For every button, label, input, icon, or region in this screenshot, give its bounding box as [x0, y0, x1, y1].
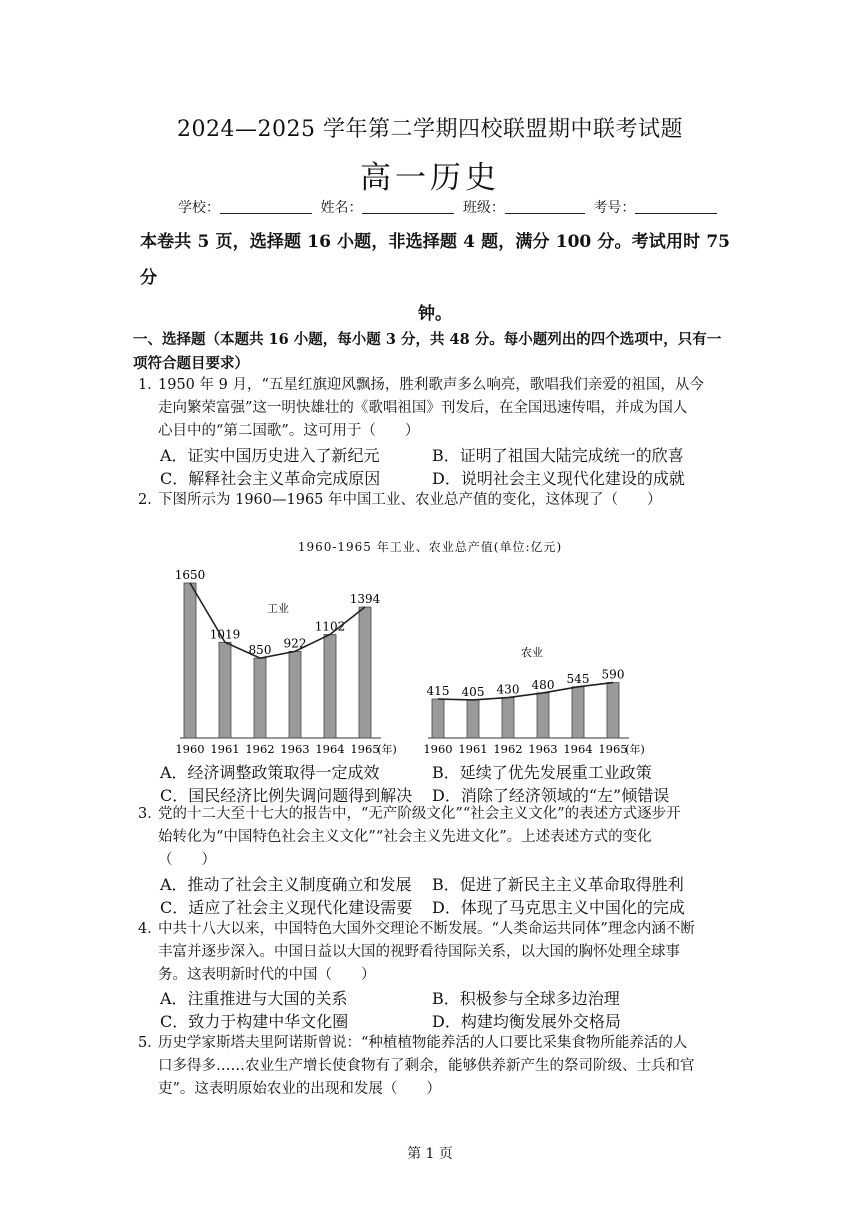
bar-industry-1964 [324, 634, 336, 738]
chart-canvas [170, 538, 690, 760]
tick-label-industry-1964: 1964 [315, 742, 345, 756]
school-blank[interactable] [220, 199, 312, 214]
option-c[interactable]: C．致力于构建中华文化圈 [160, 1012, 349, 1031]
question-text: 心目中的“第二国歌”。这可用于（ ） [158, 423, 420, 439]
data-label-industry-1962: 850 [248, 643, 272, 658]
question-text: 口多得多……农业生产增长使食物有了剩余，能够供养新产生的祭司阶级、士兵和官 [158, 1058, 695, 1074]
data-label-industry-1963: 922 [283, 636, 307, 651]
option-a[interactable]: A．证实中国历史进入了新纪元 [160, 446, 380, 465]
bar-industry-1960 [184, 583, 196, 738]
exam-number-label: 考号： [593, 200, 636, 216]
series-name-agriculture: 农业 [521, 646, 543, 659]
data-label-industry-1961: 1019 [209, 627, 241, 642]
question-4 [138, 918, 728, 987]
data-label-industry-1965: 1394 [349, 592, 381, 607]
bar-industry-1961 [219, 642, 231, 738]
name-label: 姓名： [320, 200, 363, 216]
option-b[interactable]: B．积极参与全球多边治理 [432, 989, 620, 1008]
data-label-agriculture-1962: 430 [496, 682, 520, 697]
tick-label-industry-1965: 1965 [350, 742, 380, 756]
tick-label-industry-1962: 1962 [245, 742, 275, 756]
option-b[interactable]: B．促进了新民主主义革命取得胜利 [432, 875, 684, 894]
question-1 [138, 374, 728, 443]
bar-industry-1962 [254, 658, 266, 738]
option-d[interactable]: D．构建均衡发展外交格局 [432, 1012, 621, 1031]
question-text: 下图所示为 1960—1965 年中国工业、农业总产值的变化，这体现了（ ） [158, 492, 662, 508]
output-value-chart [170, 538, 690, 760]
tick-label-industry-1961: 1961 [210, 742, 240, 756]
school-label: 学校： [178, 200, 220, 216]
question-5 [138, 1032, 728, 1101]
subject-title: 高一历史 [360, 160, 500, 196]
bar-industry-1965 [359, 607, 371, 738]
data-label-agriculture-1960: 415 [426, 684, 450, 699]
chart-title: 1960-1965 年工业、农业总产值(单位:亿元) [297, 540, 563, 554]
bar-agriculture-1960 [432, 699, 444, 738]
data-label-industry-1960: 1650 [174, 568, 206, 582]
option-c[interactable]: C．解释社会主义革命完成原因 [160, 469, 381, 488]
x-unit-label-agriculture: (年) [625, 743, 645, 756]
question-text: （ ） [158, 852, 216, 868]
bar-industry-1963 [289, 651, 301, 738]
bar-agriculture-1961 [467, 700, 479, 738]
series-name-industry: 工业 [267, 602, 289, 615]
data-label-agriculture-1965: 590 [601, 667, 625, 682]
bar-agriculture-1964 [572, 687, 584, 738]
class-label: 班级： [462, 200, 505, 216]
exam-number-blank[interactable] [635, 199, 717, 214]
question-number: 3． [138, 806, 162, 822]
option-c[interactable]: C．适应了社会主义现代化建设需要 [160, 898, 413, 917]
tick-label-agriculture-1964: 1964 [563, 742, 593, 756]
question-text: 始转化为“中国特色社会主义文化”“社会主义先进文化”。上述表述方式的变化 [158, 829, 652, 845]
question-number: 2． [138, 492, 162, 508]
section-heading [133, 328, 735, 376]
option-c[interactable]: C．国民经济比例失调问题得到解决 [160, 786, 413, 805]
data-label-agriculture-1964: 545 [566, 671, 590, 686]
section-heading-line: 项符合题目要求） [133, 355, 249, 372]
question-3 [138, 803, 728, 872]
question-2 [138, 489, 728, 512]
question-number: 4． [138, 921, 162, 937]
x-unit-label-industry: (年) [377, 743, 397, 756]
option-d[interactable]: D．说明社会主义现代化建设的成就 [432, 469, 685, 488]
tick-label-agriculture-1963: 1963 [528, 742, 558, 756]
option-d[interactable]: D．体现了马克思主义中国化的完成 [432, 898, 685, 917]
exam-intro [140, 224, 730, 332]
question-text: 1950 年 9 月，“五星红旗迎风飘扬，胜利歌声多么响亮，歌唱我们亲爱的祖国，从今 [158, 377, 704, 393]
question-text: 务。这表明新时代的中国（ ） [158, 967, 376, 983]
tick-label-agriculture-1962: 1962 [493, 742, 523, 756]
question-text: 党的十二大至十七大的报告中，“无产阶级文化”“社会主义文化”的表述方式逐步开 [158, 806, 681, 822]
intro-line: 钟。 [418, 304, 452, 324]
option-a[interactable]: A．推动了社会主义制度确立和发展 [160, 875, 412, 894]
intro-line: 本卷共 5 页，选择题 16 小题，非选择题 4 题，满分 100 分。考试用时 75 分 [140, 232, 730, 288]
option-b[interactable]: B．延续了优先发展重工业政策 [432, 763, 652, 782]
question-text: 吏”。这表明原始农业的出现和发展（ ） [158, 1081, 441, 1097]
class-blank[interactable] [505, 199, 585, 214]
tick-label-agriculture-1965: 1965 [598, 742, 628, 756]
page-number: 第 1 页 [407, 1146, 453, 1162]
question-number: 5． [138, 1035, 162, 1051]
question-number: 1． [138, 377, 162, 393]
question-text: 走向繁荣富强”这一明快雄壮的《歌唱祖国》刊发后，在全国迅速传唱，并成为国人 [158, 400, 688, 416]
option-b[interactable]: B．证明了祖国大陆完成统一的欣喜 [432, 446, 684, 465]
option-d[interactable]: D．消除了经济领域的“左”倾错误 [432, 786, 670, 805]
option-a[interactable]: A．经济调整政策取得一定成效 [160, 763, 380, 782]
student-info-fields [178, 197, 721, 217]
question-text: 历史学家斯塔夫里阿诺斯曾说：“种植植物能养活的人口要比采集食物所能养活的人 [158, 1035, 688, 1051]
data-label-industry-1964: 1102 [314, 619, 346, 634]
bar-agriculture-1963 [537, 693, 549, 738]
bar-agriculture-1965 [607, 683, 619, 738]
bar-agriculture-1962 [502, 698, 514, 738]
question-text: 丰富并逐步深入。中国日益以大国的视野看待国际关系，以大国的胸怀处理全球事 [158, 944, 680, 960]
data-label-agriculture-1963: 480 [531, 677, 555, 692]
name-blank[interactable] [362, 199, 454, 214]
tick-label-agriculture-1961: 1961 [458, 742, 488, 756]
option-a[interactable]: A．注重推进与大国的关系 [160, 989, 348, 1008]
tick-label-agriculture-1960: 1960 [423, 742, 453, 756]
tick-label-industry-1960: 1960 [175, 742, 205, 756]
data-label-agriculture-1961: 405 [461, 684, 485, 699]
exam-title: 2024—2025 学年第二学期四校联盟期中联考试题 [177, 117, 683, 142]
section-heading-line: 一、选择题（本题共 16 小题，每小题 3 分，共 48 分。每小题列出的四个选项中，只有一 [133, 331, 722, 348]
tick-label-industry-1963: 1963 [280, 742, 310, 756]
question-text: 中共十八大以来，中国特色大国外交理论不断发展。“人类命运共同体”理念内涵不断 [158, 921, 695, 937]
